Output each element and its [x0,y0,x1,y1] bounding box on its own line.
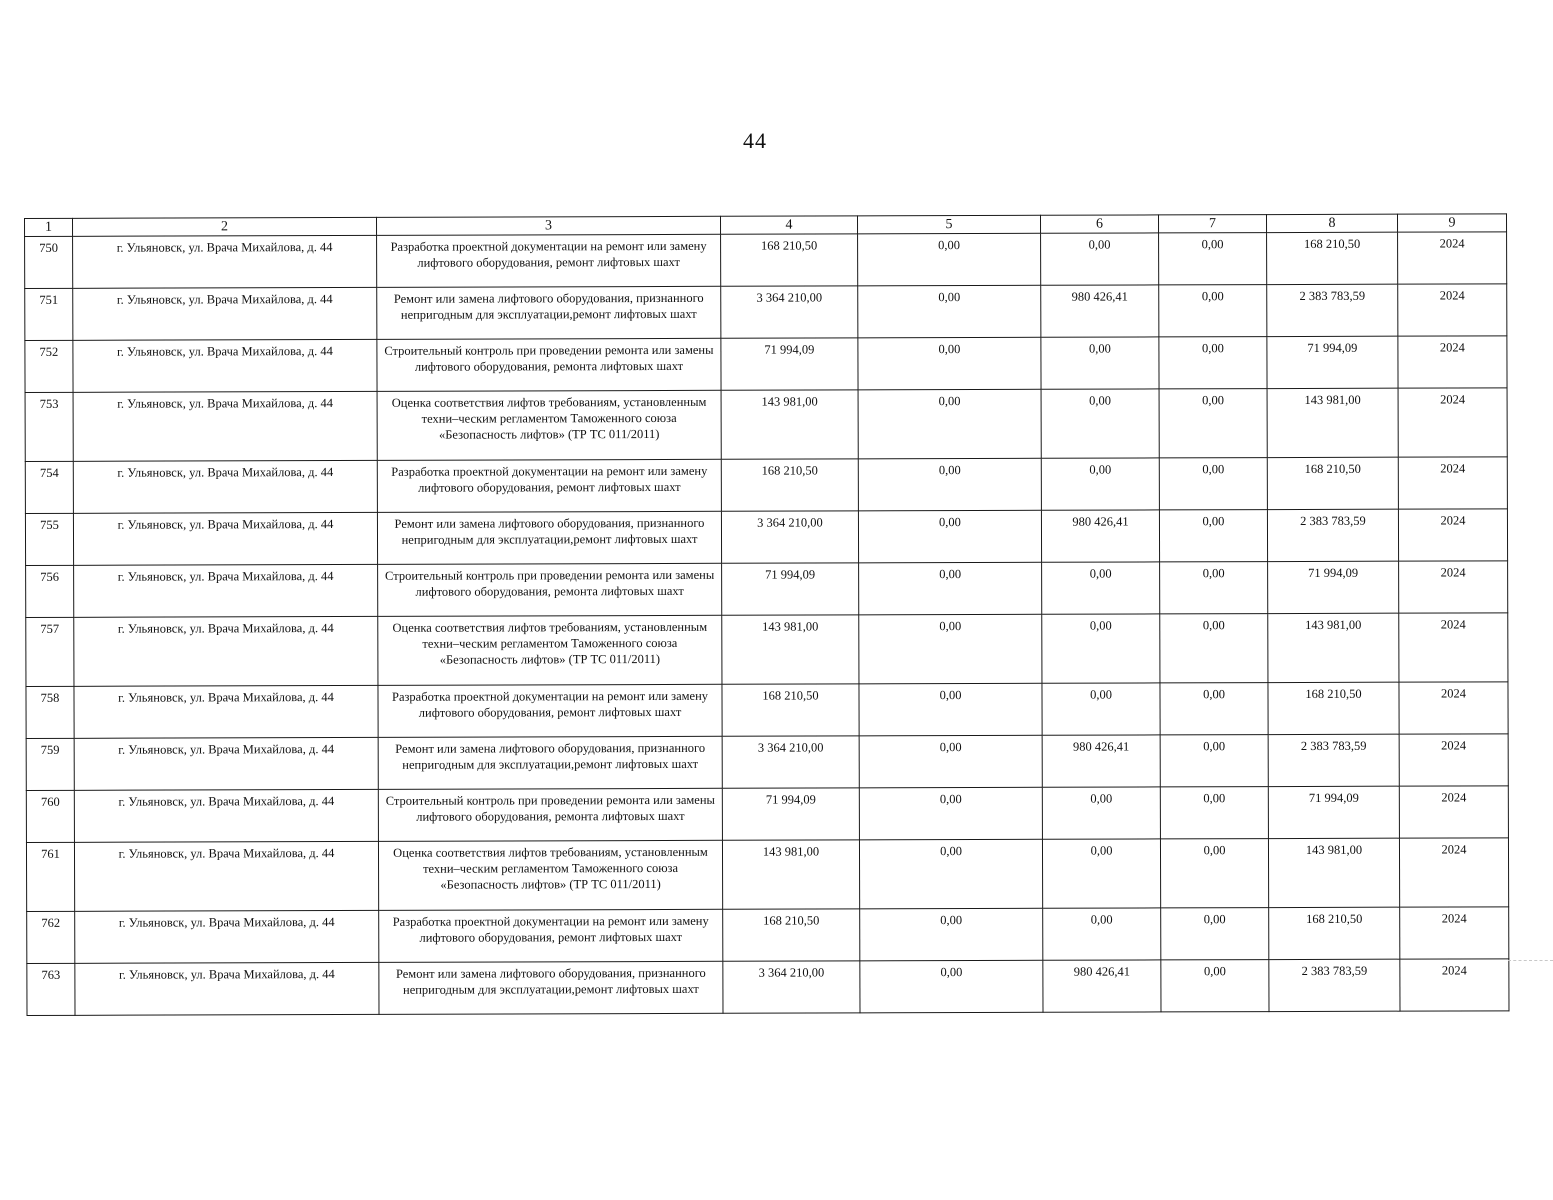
column-header: 6 [1040,215,1158,233]
year-cell: 2024 [1399,613,1508,682]
value-cell-col7: 0,00 [1159,337,1267,389]
year-cell: 2024 [1400,959,1509,1011]
value-cell-col4: 168 210,50 [721,234,858,286]
work-type-cell: Ремонт или замена лифтового оборудования, признанного непригодным для эксплуатации,ремонт лифтовых шахт [377,511,721,564]
address-cell: г. Ульяновск, ул. Врача Михайлова, д. 44 [73,287,377,340]
table-row [25,232,1507,289]
row-number: 759 [26,738,74,790]
value-cell-col5: 0,00 [858,337,1041,390]
value-cell-col6: 0,00 [1042,787,1160,839]
row-number: 762 [27,911,75,963]
work-type-cell: Строительный контроль при проведении ремонта или замены лифтового оборудования, ремонта лифтовых шахт [377,338,721,391]
year-cell: 2024 [1398,284,1507,336]
value-cell-col7: 0,00 [1161,960,1269,1012]
value-cell-col8: 2 383 783,59 [1268,734,1399,786]
table-row [26,786,1508,843]
table-row [27,907,1509,964]
work-type-cell: Строительный контроль при проведении ремонта или замены лифтового оборудования, ремонта лифтовых шахт [378,563,722,616]
address-cell: г. Ульяновск, ул. Врача Михайлова, д. 44 [73,235,377,288]
value-cell-col6: 0,00 [1043,908,1161,960]
column-header: 8 [1266,214,1397,232]
address-cell: г. Ульяновск, ул. Врача Михайлова, д. 44 [75,910,379,963]
row-number: 757 [26,617,74,686]
value-cell-col4: 3 364 210,00 [721,286,858,338]
address-cell: г. Ульяновск, ул. Врача Михайлова, д. 44 [73,391,377,461]
works-table [24,213,1509,1016]
value-cell-col5: 0,00 [859,787,1042,840]
work-type-cell: Ремонт или замена лифтового оборудования, признанного непригодным для эксплуатации,ремонт лифтовых шахт [378,736,722,789]
value-cell-col4: 3 364 210,00 [721,511,858,563]
table-row [26,838,1508,912]
row-number: 763 [27,963,75,1015]
row-number: 752 [25,340,73,392]
value-cell-col7: 0,00 [1161,908,1269,960]
column-header: 2 [73,217,377,236]
value-cell-col5: 0,00 [859,683,1042,736]
table-row [25,388,1507,462]
value-cell-col6: 0,00 [1042,839,1160,908]
address-cell: г. Ульяновск, ул. Врача Михайлова, д. 44 [74,564,378,617]
work-type-cell: Разработка проектной документации на ремонт или замену лифтового оборудования, ремонт лифтовых шахт [377,459,721,512]
value-cell-col7: 0,00 [1159,285,1267,337]
row-number: 761 [26,842,74,911]
value-cell-col8: 2 383 783,59 [1267,509,1398,561]
address-cell: г. Ульяновск, ул. Врача Михайлова, д. 44 [74,737,378,790]
row-number: 753 [25,392,73,461]
work-type-cell: Ремонт или замена лифтового оборудования, признанного непригодным для эксплуатации,ремонт лифтовых шахт [379,961,723,1014]
column-header: 7 [1158,215,1266,233]
work-type-cell: Оценка соответствия лифтов требованиям, установленным техни–ческим регламентом Таможенного союза «Безопасность лифтов» (ТР ТС 011/2011) [378,840,722,910]
value-cell-col7: 0,00 [1160,839,1268,908]
value-cell-col4: 143 981,00 [722,840,859,909]
value-cell-col7: 0,00 [1160,735,1268,787]
value-cell-col7: 0,00 [1160,787,1268,839]
table-row [26,682,1508,739]
work-type-cell: Строительный контроль при проведении ремонта или замены лифтового оборудования, ремонта лифтовых шахт [378,788,722,841]
value-cell-col5: 0,00 [858,458,1041,511]
value-cell-col6: 980 426,41 [1041,510,1159,562]
row-number: 754 [25,461,73,513]
value-cell-col5: 0,00 [859,562,1042,615]
value-cell-col4: 71 994,09 [721,338,858,390]
value-cell-col5: 0,00 [859,614,1042,684]
value-cell-col4: 143 981,00 [722,615,859,684]
table-row [25,509,1507,566]
value-cell-col5: 0,00 [858,285,1041,338]
value-cell-col7: 0,00 [1160,683,1268,735]
year-cell: 2024 [1398,457,1507,509]
table-row [26,613,1508,687]
value-cell-col5: 0,00 [858,389,1041,459]
value-cell-col8: 168 210,50 [1267,232,1398,284]
row-number: 751 [25,288,73,340]
column-header: 4 [720,216,857,234]
address-cell: г. Ульяновск, ул. Врача Михайлова, д. 44 [73,460,377,513]
table-row [26,561,1508,618]
scan-artifact-line [1508,960,1553,961]
value-cell-col5: 0,00 [858,233,1041,286]
year-cell: 2024 [1398,388,1507,457]
year-cell: 2024 [1399,561,1508,613]
year-cell: 2024 [1398,336,1507,388]
value-cell-col8: 168 210,50 [1267,457,1398,509]
value-cell-col4: 168 210,50 [723,909,860,961]
address-cell: г. Ульяновск, ул. Врача Михайлова, д. 44 [73,512,377,565]
value-cell-col4: 71 994,09 [722,788,859,840]
value-cell-col7: 0,00 [1160,614,1268,683]
value-cell-col8: 143 981,00 [1267,388,1398,457]
value-cell-col8: 143 981,00 [1268,613,1399,682]
year-cell: 2024 [1398,232,1507,284]
value-cell-col4: 71 994,09 [722,563,859,615]
table-row [25,336,1507,393]
table-body [25,232,1509,1016]
column-header: 5 [857,215,1040,234]
value-cell-col8: 71 994,09 [1268,561,1399,613]
value-cell-col7: 0,00 [1160,562,1268,614]
value-cell-col8: 2 383 783,59 [1269,959,1400,1011]
page-number: 44 [743,128,767,153]
column-header: 1 [25,218,73,236]
address-cell: г. Ульяновск, ул. Врача Михайлова, д. 44 [74,685,378,738]
value-cell-col5: 0,00 [858,510,1041,563]
value-cell-col4: 3 364 210,00 [723,961,860,1013]
value-cell-col5: 0,00 [859,735,1042,788]
value-cell-col7: 0,00 [1159,233,1267,285]
year-cell: 2024 [1399,682,1508,734]
value-cell-col8: 168 210,50 [1269,907,1400,959]
table-row [26,734,1508,791]
value-cell-col6: 0,00 [1042,683,1160,735]
year-cell: 2024 [1399,838,1508,907]
work-type-cell: Оценка соответствия лифтов требованиям, установленным техни–ческим регламентом Таможенного союза «Безопасность лифтов» (ТР ТС 011/2011) [377,390,721,460]
value-cell-col8: 71 994,09 [1268,786,1399,838]
work-type-cell: Разработка проектной документации на ремонт или замену лифтового оборудования, ремонт лифтовых шахт [379,909,723,962]
address-cell: г. Ульяновск, ул. Врача Михайлова, д. 44 [75,962,379,1015]
row-number: 755 [25,513,73,565]
value-cell-col5: 0,00 [859,839,1042,909]
row-number: 750 [25,236,73,288]
year-cell: 2024 [1398,509,1507,561]
value-cell-col4: 168 210,50 [722,684,859,736]
value-cell-col5: 0,00 [860,908,1043,961]
value-cell-col7: 0,00 [1159,389,1267,458]
year-cell: 2024 [1399,786,1508,838]
year-cell: 2024 [1400,907,1509,959]
value-cell-col6: 0,00 [1042,614,1160,683]
value-cell-col6: 0,00 [1041,233,1159,285]
value-cell-col6: 0,00 [1042,562,1160,614]
column-header: 9 [1397,214,1506,232]
value-cell-col4: 168 210,50 [721,459,858,511]
address-cell: г. Ульяновск, ул. Врача Михайлова, д. 44 [74,789,378,842]
work-type-cell: Разработка проектной документации на ремонт или замену лифтового оборудования, ремонт лифтовых шахт [378,684,722,737]
value-cell-col8: 2 383 783,59 [1267,284,1398,336]
address-cell: г. Ульяновск, ул. Врача Михайлова, д. 44 [74,841,378,911]
value-cell-col6: 980 426,41 [1042,735,1160,787]
table-row [25,457,1507,514]
value-cell-col5: 0,00 [860,960,1043,1013]
value-cell-col6: 0,00 [1041,458,1159,510]
value-cell-col8: 143 981,00 [1268,838,1399,907]
value-cell-col8: 71 994,09 [1267,336,1398,388]
value-cell-col4: 3 364 210,00 [722,736,859,788]
value-cell-col8: 168 210,50 [1268,682,1399,734]
value-cell-col7: 0,00 [1159,510,1267,562]
value-cell-col7: 0,00 [1159,458,1267,510]
row-number: 758 [26,686,74,738]
value-cell-col4: 143 981,00 [721,390,858,459]
work-type-cell: Оценка соответствия лифтов требованиям, установленным техни–ческим регламентом Таможенного союза «Безопасность лифтов» (ТР ТС 011/2011) [378,615,722,685]
year-cell: 2024 [1399,734,1508,786]
row-number: 756 [26,565,74,617]
column-header: 3 [376,216,720,235]
value-cell-col6: 980 426,41 [1043,960,1161,1012]
row-number: 760 [26,790,74,842]
table-row [25,284,1507,341]
work-type-cell: Разработка проектной документации на ремонт или замену лифтового оборудования, ремонт лифтовых шахт [377,234,721,287]
value-cell-col6: 0,00 [1041,337,1159,389]
address-cell: г. Ульяновск, ул. Врача Михайлова, д. 44 [74,616,378,686]
value-cell-col6: 0,00 [1041,389,1159,458]
address-cell: г. Ульяновск, ул. Врача Михайлова, д. 44 [73,339,377,392]
value-cell-col6: 980 426,41 [1041,285,1159,337]
work-type-cell: Ремонт или замена лифтового оборудования, признанного непригодным для эксплуатации,ремонт лифтовых шахт [377,286,721,339]
table-row [27,959,1509,1016]
